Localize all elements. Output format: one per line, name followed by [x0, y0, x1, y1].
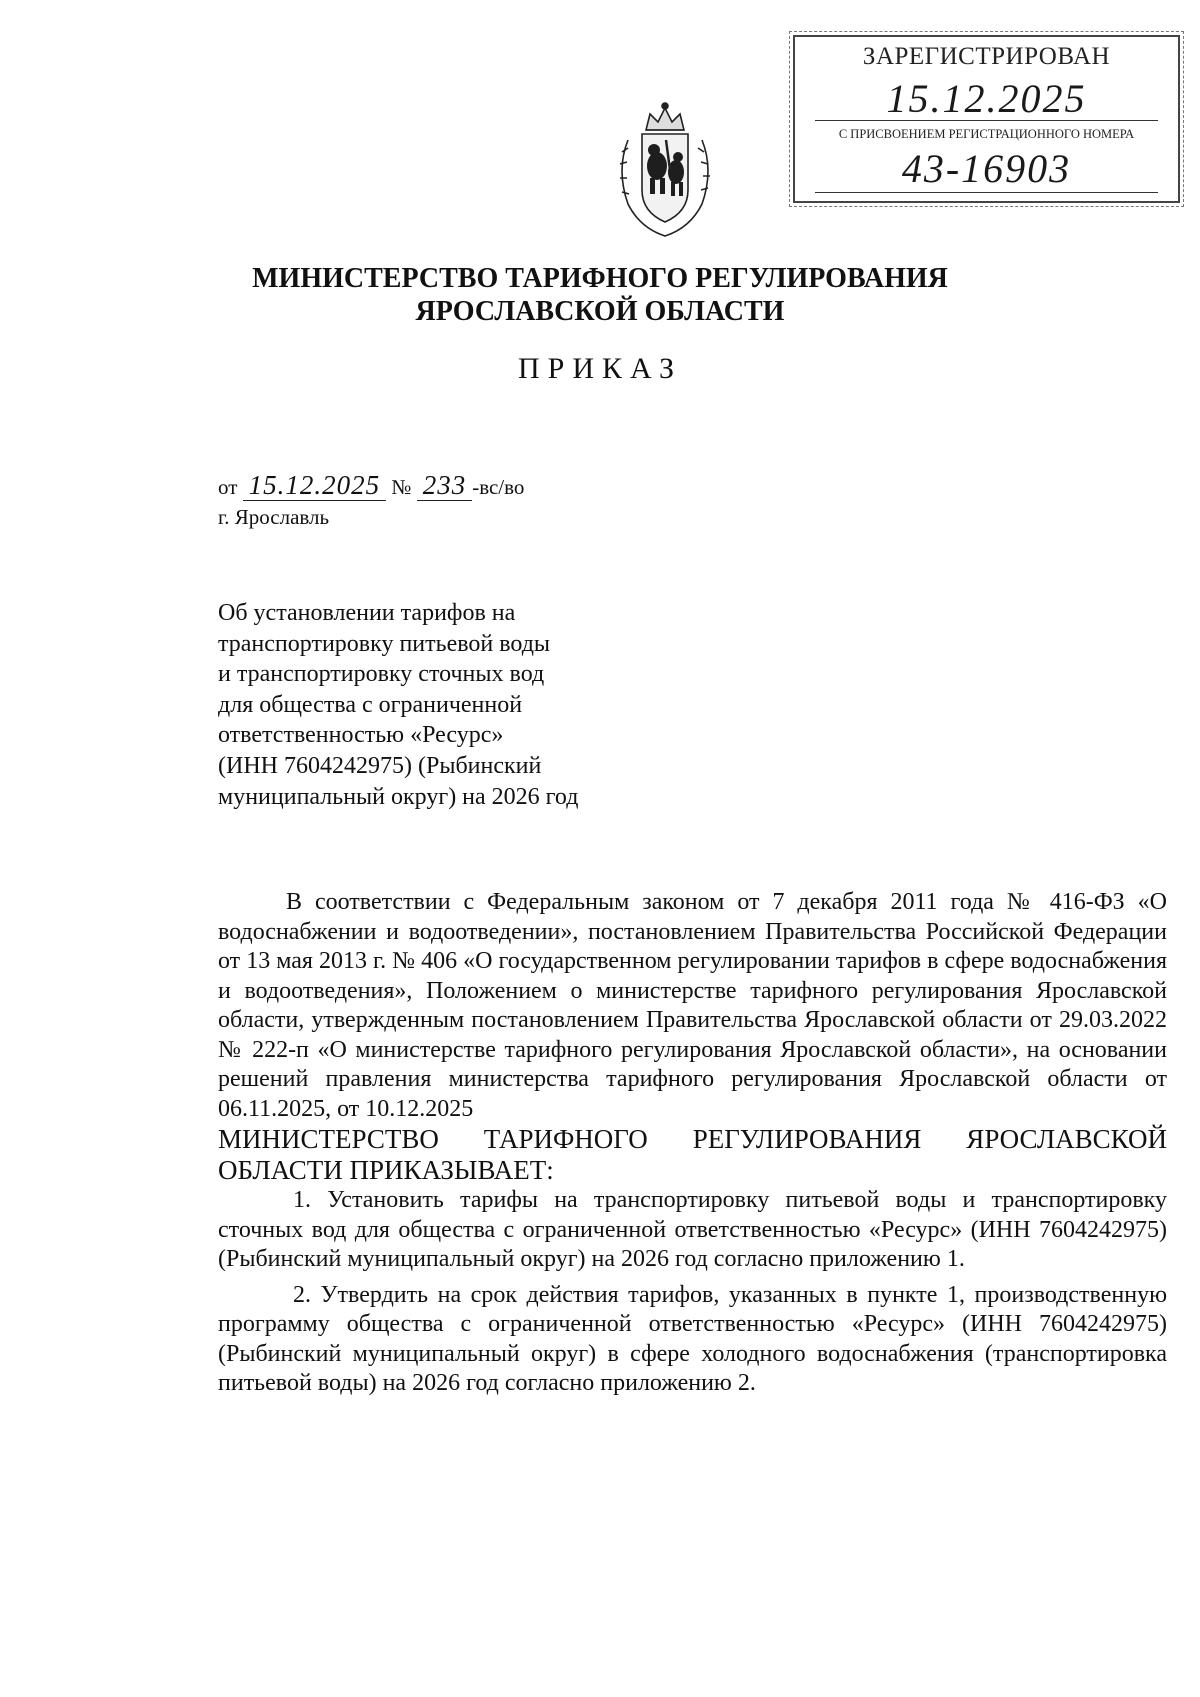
document-body [218, 888, 1167, 1399]
stamp-divider [815, 192, 1158, 193]
order-item: 1. Установить тарифы на транспортировку питьевой воды и транспортировку сточных вод для общества с ограниченной ответственностью «Ресурс» (ИНН 7604242975) (Рыбинский муниципальный округ) на 2026 год согласно приложению 1. [218, 1187, 1167, 1272]
subject-line: ответственностью «Ресурс» [218, 722, 504, 749]
decree-line: МИНИСТЕРСТВО ТАРИФНОГО РЕГУЛИРОВАНИЯ ЯРОСЛАВСКОЙ ОБЛАСТИ ПРИКАЗЫВАЕТ: [218, 1124, 1167, 1185]
date-prefix: от [218, 475, 238, 499]
city: г. Ярославль [218, 505, 330, 529]
order-item: 2. Утвердить на срок действия тарифов, указанных в пункте 1, производственную программу общества с ограниченной ответственностью «Ресурс» (ИНН 7604242975) (Рыбинский муниципальный округ) в сфере холодного водоснабжения (транспортировка питьевой воды) на 2026 год согласно приложению 2. [218, 1281, 1167, 1396]
handwritten-number: 233 [417, 470, 473, 501]
ministry-title-line: МИНИСТЕРСТВО ТАРИФНОГО РЕГУЛИРОВАНИЯ [252, 263, 948, 294]
stamp-divider [815, 120, 1158, 121]
subject-line: Об установлении тарифов на [218, 600, 516, 626]
document-subject [218, 598, 688, 812]
date-number-line [218, 470, 524, 502]
document-meta [218, 470, 524, 532]
number-suffix: -вс/во [472, 475, 525, 499]
subject-line: (ИНН 7604242975) (Рыбинский [218, 752, 542, 779]
registration-stamp [793, 35, 1180, 203]
stamp-number: 43-16903 [901, 146, 1072, 191]
handwritten-date: 15.12.2025 [243, 470, 387, 501]
coat-of-arms-icon [610, 100, 720, 240]
stamp-subtitle: С ПРИСВОЕНИЕМ РЕГИСТРАЦИОННОГО НОМЕРА [838, 127, 1135, 141]
ministry-title [0, 262, 1200, 328]
subject-line: для общества с ограниченной [218, 691, 523, 718]
subject-line: муниципальный округ) на 2026 год [218, 783, 579, 810]
preamble-paragraph: В соответствии с Федеральным законом от 7 декабря 2011 года № 416-ФЗ «О водоснабжении и водоотведении», постановлением Правительства Российской Федерации от 13 мая 2013 г. № 406 «О государственном регулировании тарифов в сфере водоснабжения и водоотведения», Положением о министерстве тарифного регулирования Ярославской области, утвержденным постановлением Правительства Ярославской области от 29.03.2022 № 222-п «О министерстве тарифного регулирования Ярославской области», на основании решений правления министерства тарифного регулирования Ярославской области от 06.11.2025, от 10.12.2025 [218, 889, 1167, 1122]
number-prefix: № [391, 475, 412, 499]
subject-line: транспортировку питьевой воды [218, 630, 551, 657]
ministry-title-line: ЯРОСЛАВСКОЙ ОБЛАСТИ [415, 296, 785, 327]
stamp-title: ЗАРЕГИСТРИРОВАН [862, 43, 1111, 70]
document-type: ПРИКАЗ [518, 352, 682, 385]
stamp-date: 15.12.2025 [886, 76, 1087, 121]
subject-line: и транспортировку сточных вод [218, 661, 545, 688]
